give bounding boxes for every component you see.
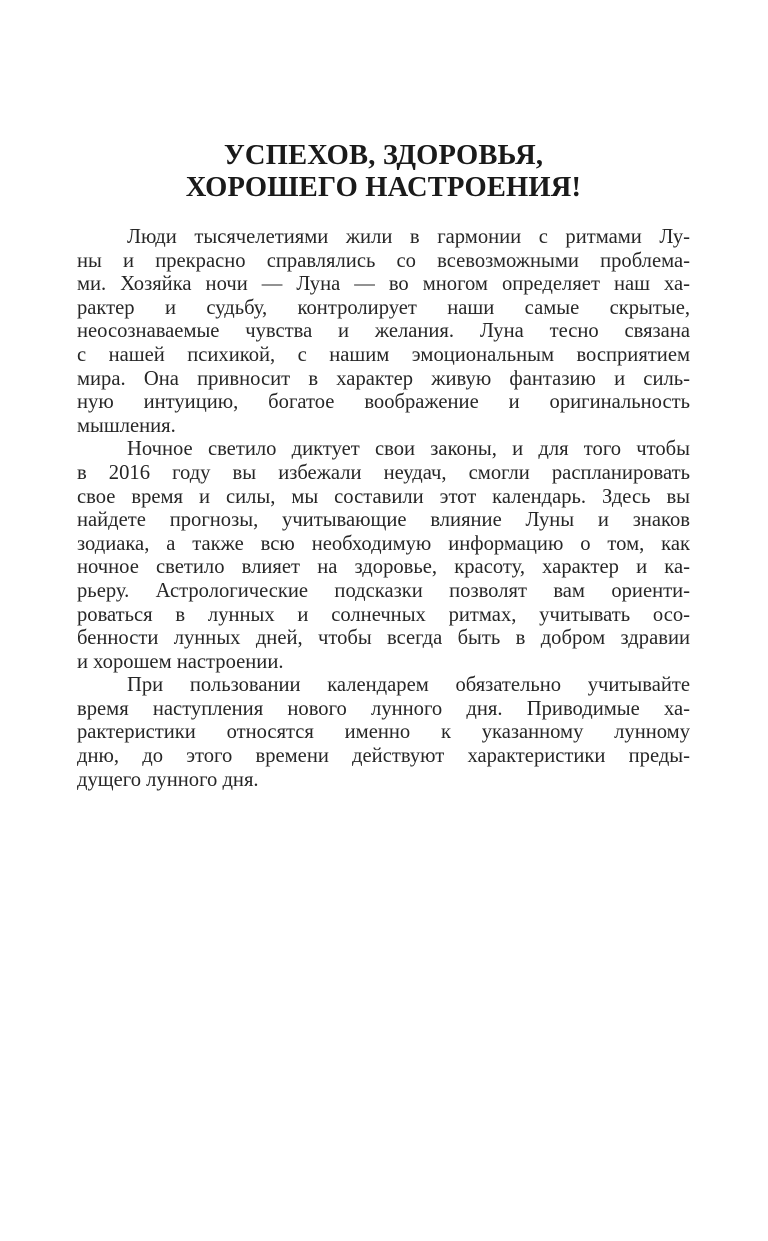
text-line: свое время и силы, мы составили этот календарь. Здесь вы [77,485,690,508]
page-title [77,140,690,204]
text-line: При пользовании календарем обязательно учитывайте [127,674,690,697]
text-line: мышления. [77,414,176,437]
text-line: время наступления нового лунного дня. Приводимые ха- [77,697,690,720]
text-line: ночное светило влияет на здоровье, красоту, характер и ка- [77,556,690,579]
text-line: дущего лунного дня. [77,768,259,791]
text-line: ми. Хозяйка ночи — Луна — во многом определяет наш ха- [77,273,690,296]
book-page [77,140,690,792]
paragraph-2 [77,438,690,674]
text-line: мира. Она привносит в характер живую фантазию и силь- [77,367,690,390]
paragraph-3 [77,674,690,792]
text-line: неосознаваемые чувства и желания. Луна тесно связана [77,320,690,343]
text-line: Люди тысячелетиями жили в гармонии с ритмами Лу- [127,226,690,248]
text-line: рактеристики относятся именно к указанному лунному [77,721,690,744]
title-line: ХОРОШЕГО НАСТРОЕНИЯ! [185,172,582,203]
text-line: дню, до этого времени действуют характеристики преды- [77,745,690,768]
paragraph-1 [77,226,690,438]
body-text [77,226,690,792]
text-line: бенности лунных дней, чтобы всегда быть в добром здравии [77,627,690,650]
text-line: в 2016 году вы избежали неудач, смогли распланировать [77,461,690,484]
title-line: УСПЕХОВ, ЗДОРОВЬЯ, [223,140,544,171]
text-line: ны и прекрасно справлялись со всевозможными проблема- [77,249,690,272]
text-line: зодиака, а также всю необходимую информацию о том, как [77,532,690,555]
text-line: Ночное светило диктует свои законы, и для того чтобы [127,438,690,461]
text-line: рактер и судьбу, контролирует наши самые скрытые, [77,296,690,319]
text-line: с нашей психикой, с нашим эмоциональным восприятием [77,343,690,366]
text-line: роваться в лунных и солнечных ритмах, учитывать осо- [77,603,690,626]
text-line: и хорошем настроении. [77,650,284,673]
text-line: ную интуицию, богатое воображение и оригинальность [77,391,690,414]
text-line: рьеру. Астрологические подсказки позволят вам ориенти- [77,579,690,602]
text-line: найдете прогнозы, учитывающие влияние Луны и знаков [77,509,690,532]
